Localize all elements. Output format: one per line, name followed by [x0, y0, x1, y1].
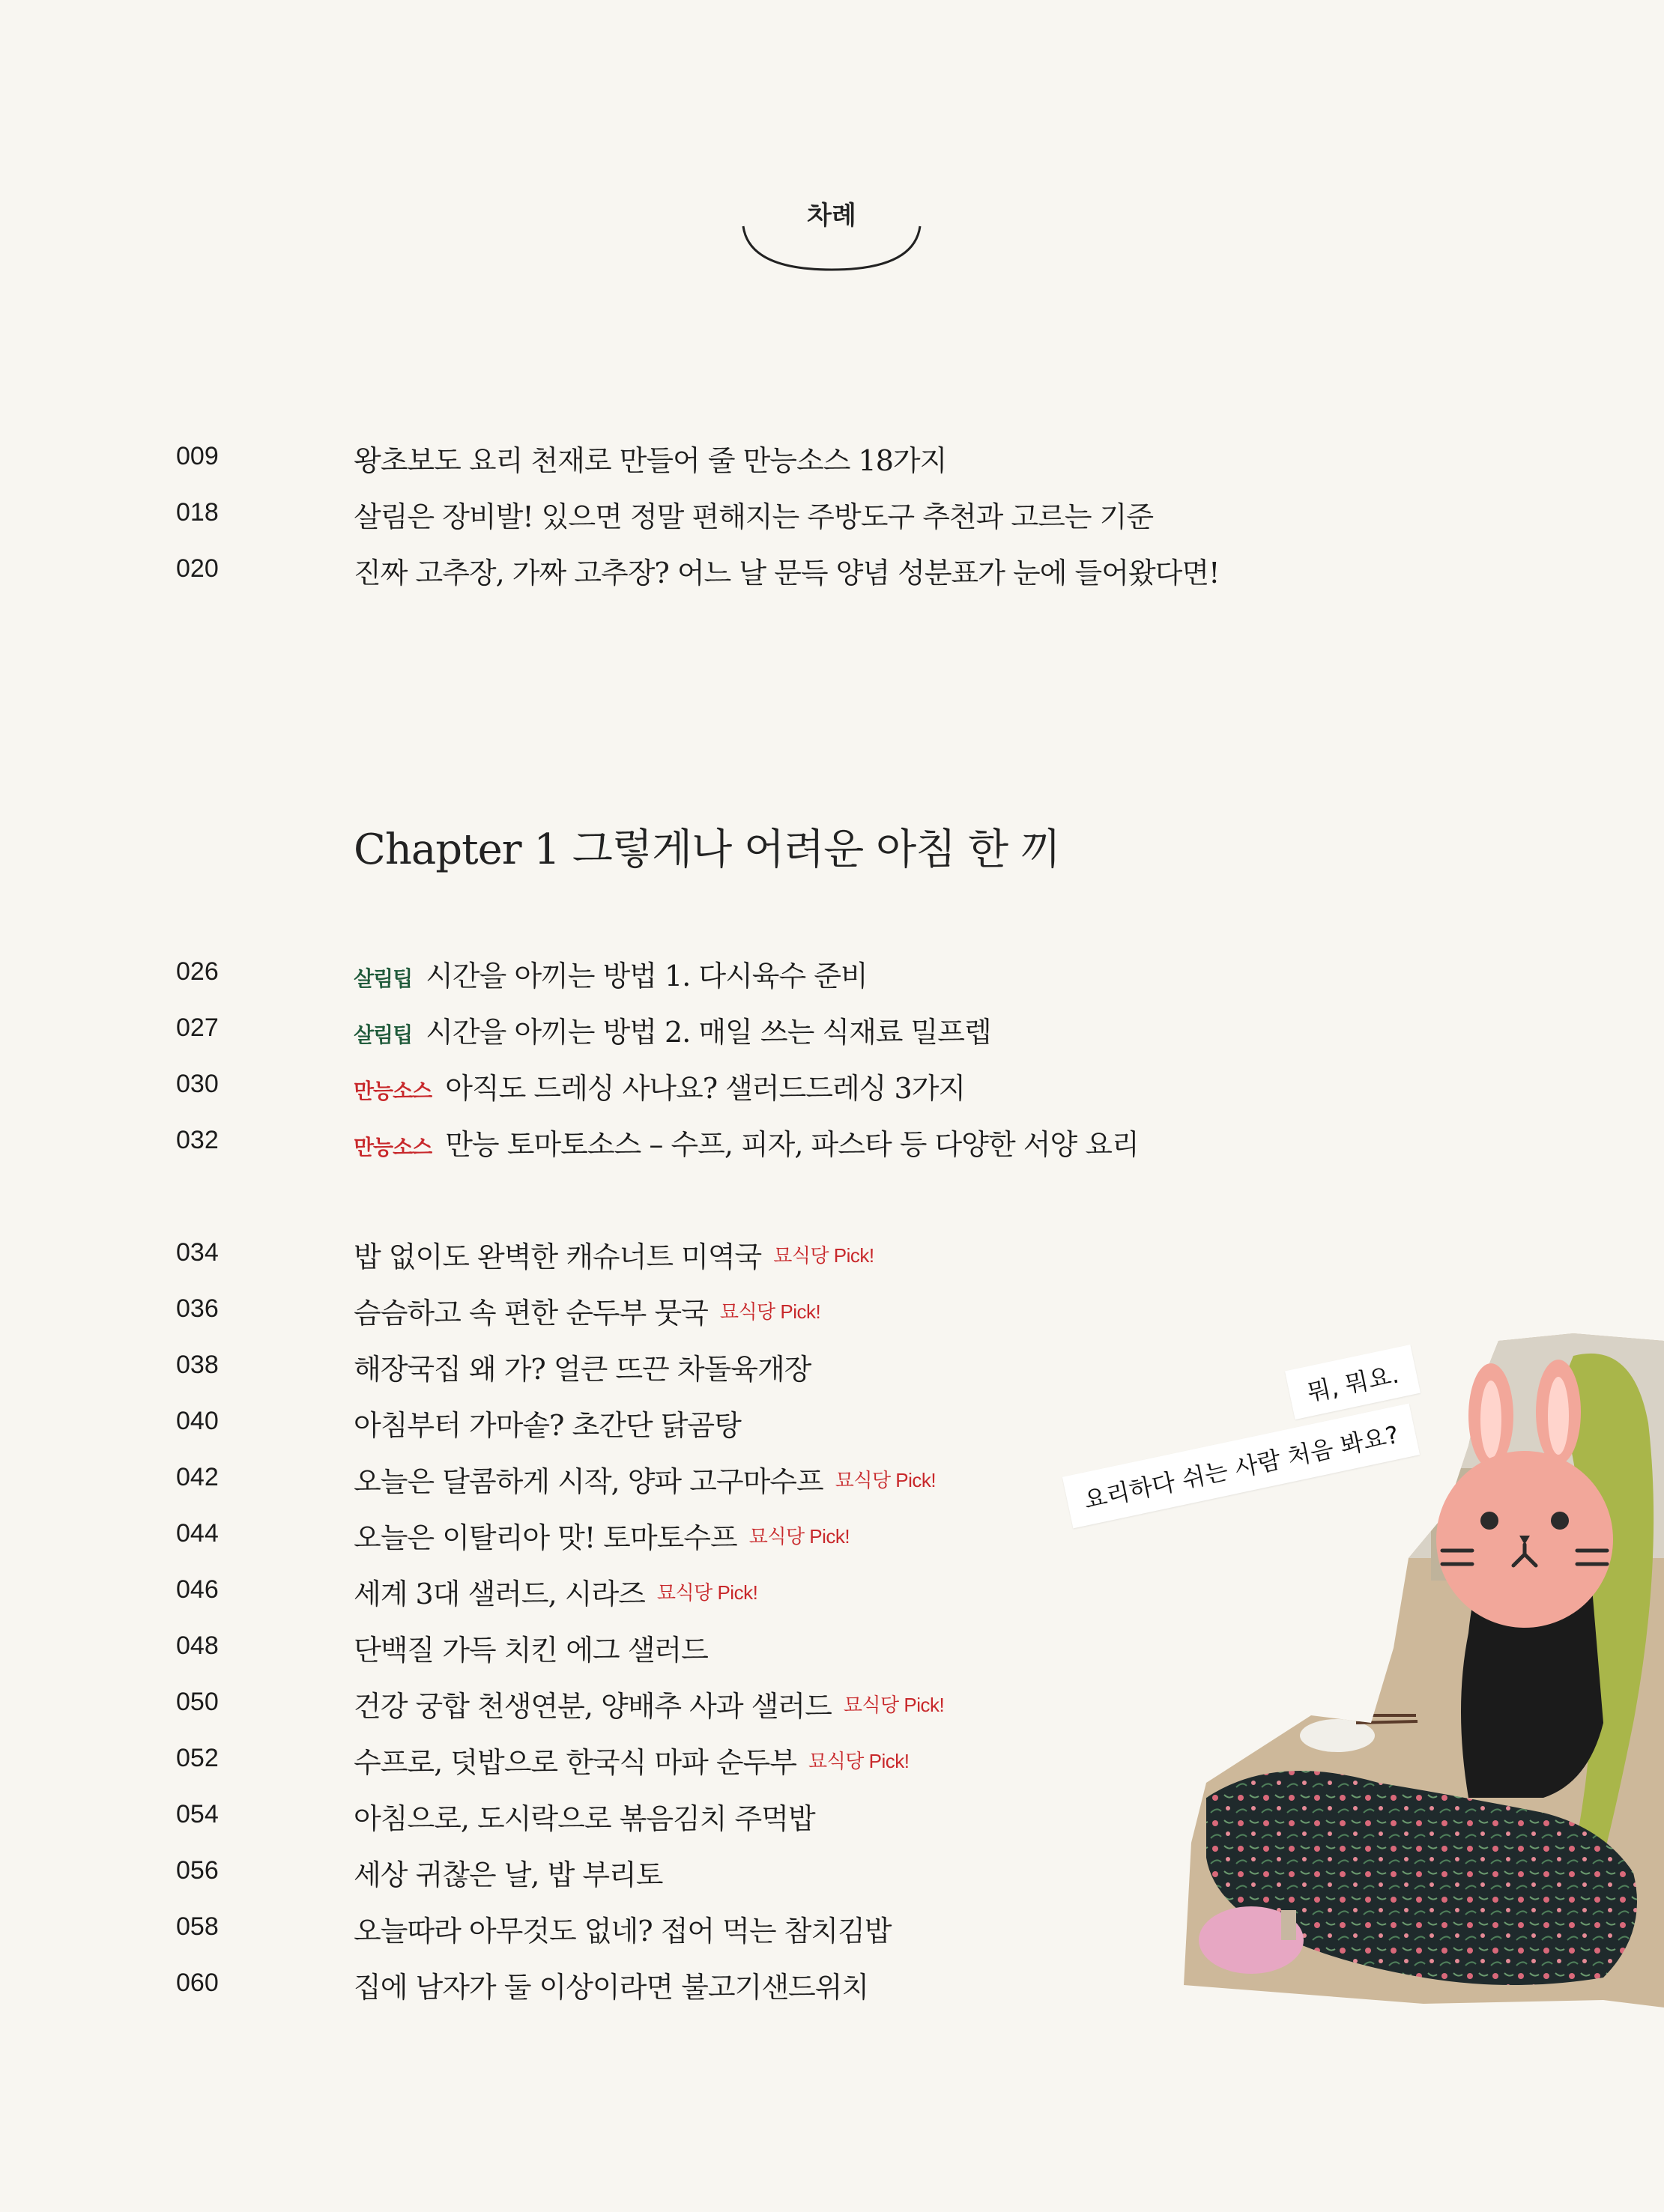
entry-title: [354, 1908, 892, 1949]
page-number: 040: [176, 1407, 219, 1435]
tag-sauce: 만능소스: [354, 1135, 432, 1160]
toc-row[interactable]: [0, 1455, 1124, 1500]
toc-row[interactable]: [0, 491, 1154, 536]
page-number: 052: [176, 1744, 219, 1772]
pick-badge: 묘식당 Pick!: [773, 1244, 874, 1267]
page-number: 058: [176, 1912, 219, 1941]
toc-row[interactable]: [0, 1512, 1124, 1557]
toc-row[interactable]: [0, 1399, 1124, 1444]
entry-title: [354, 1515, 850, 1556]
entry-title: [354, 1739, 909, 1781]
page-number: 048: [176, 1631, 219, 1660]
entry-title: [354, 1964, 868, 2005]
toc-row[interactable]: [0, 1624, 1124, 1669]
page-number: 054: [176, 1800, 219, 1828]
page-number: 020: [176, 554, 219, 583]
page-number: 036: [176, 1294, 219, 1323]
entry-title: [354, 1234, 874, 1275]
entry-title: [354, 1346, 811, 1387]
page-number: 038: [176, 1351, 219, 1379]
entry-text: 건강 궁합 천생연분, 양배추 사과 샐러드: [354, 1690, 832, 1723]
page-number: 056: [176, 1856, 219, 1885]
page-number: 027: [176, 1013, 219, 1042]
toc-row[interactable]: [0, 1287, 1124, 1332]
entry-title: 진짜 고추장, 가짜 고추장? 어느 날 문득 양념 성분표가 눈에 들어왔다면!: [354, 557, 1220, 590]
entry-title: [354, 1852, 662, 1893]
entry-text: 시간을 아끼는 방법 1. 다시육수 준비: [426, 960, 868, 993]
entry-text: 수프로, 덧밥으로 한국식 마파 순두부: [354, 1746, 797, 1779]
toc-header: [734, 187, 929, 277]
toc-row[interactable]: [0, 1118, 1139, 1163]
entry-text: 오늘은 이탈리아 맛! 토마토수프: [354, 1521, 737, 1554]
entry-title: [354, 1009, 991, 1050]
toc-row[interactable]: [0, 1905, 1124, 1950]
page-number: 042: [176, 1463, 219, 1491]
page-number: 060: [176, 1969, 219, 1997]
pick-badge: 묘식당 Pick!: [835, 1469, 937, 1491]
entry-title: [354, 1402, 741, 1443]
tag-sauce: 만능소스: [354, 1079, 432, 1103]
entry-text: 만능 토마토소스 – 수프, 피자, 파스타 등 다양한 서양 요리: [445, 1128, 1139, 1161]
page-number: 050: [176, 1688, 219, 1716]
entry-title: [354, 1796, 815, 1837]
page-number: 032: [176, 1126, 219, 1154]
header-arc-decoration: [734, 217, 929, 277]
entry-text: 아직도 드레싱 사나요? 샐러드드레싱 3가지: [445, 1072, 966, 1105]
entry-title: [354, 1065, 965, 1106]
entry-title: [354, 1290, 820, 1331]
entry-text: 단백질 가득 치킨 에그 샐러드: [354, 1634, 708, 1667]
page-number: 026: [176, 957, 219, 986]
entry-text: 세계 3대 샐러드, 시라즈: [354, 1578, 645, 1610]
toc-row[interactable]: [0, 1006, 1124, 1051]
toc-row[interactable]: [0, 1961, 1124, 2006]
page-number: 009: [176, 442, 219, 470]
entry-text: 해장국집 왜 가? 얼큰 뜨끈 차돌육개장: [354, 1353, 811, 1386]
entry-title: 살림은 장비발! 있으면 정말 편해지는 주방도구 추천과 고르는 기준: [354, 500, 1154, 533]
chapter-heading: Chapter 1 그렇게나 어려운 아침 한 끼: [354, 825, 1061, 874]
entry-title: 왕초보도 요리 천재로 만들어 줄 만능소스 18가지: [354, 444, 947, 477]
entry-text: 아침으로, 도시락으로 볶음김치 주먹밥: [354, 1802, 815, 1835]
entry-title: [354, 1571, 757, 1612]
toc-row[interactable]: [0, 1343, 1124, 1388]
entry-text: 오늘따라 아무것도 없네? 접어 먹는 참치김밥: [354, 1915, 892, 1948]
entry-title: [354, 1627, 708, 1668]
pick-badge: 묘식당 Pick!: [808, 1750, 910, 1772]
toc-title: 차례: [807, 201, 856, 231]
entry-text: 세상 귀찮은 날, 밥 부리토: [354, 1858, 663, 1891]
entry-text: 시간을 아끼는 방법 2. 매일 쓰는 식재료 밀프렙: [426, 1016, 991, 1049]
entry-text: 아침부터 가마솥? 초간단 닭곰탕: [354, 1409, 741, 1442]
toc-row[interactable]: [0, 1736, 1124, 1781]
photo-cutout: [1184, 1333, 1664, 2008]
page-number: 044: [176, 1519, 219, 1548]
page-number: 046: [176, 1575, 219, 1604]
pick-badge: 묘식당 Pick!: [656, 1581, 758, 1604]
toc-row[interactable]: [0, 547, 1220, 592]
entry-text: 오늘은 달콤하게 시작, 양파 고구마수프: [354, 1465, 823, 1498]
entry-text: 밥 없이도 완벽한 캐슈너트 미역국: [354, 1240, 762, 1273]
toc-row[interactable]: [0, 1062, 1124, 1107]
entry-title: [354, 1121, 1139, 1163]
tag-salimtip: 살림팁: [354, 1022, 413, 1047]
entry-title: [354, 1458, 936, 1500]
toc-row[interactable]: [0, 1793, 1124, 1837]
toc-row[interactable]: [0, 1680, 1124, 1725]
speech-bubble-1: 뭐, 뭐요.: [1285, 1345, 1421, 1419]
toc-row[interactable]: [0, 434, 1124, 479]
tag-salimtip: 살림팁: [354, 966, 413, 991]
page-number: 018: [176, 498, 219, 527]
toc-row[interactable]: [0, 1849, 1124, 1894]
page-number: 034: [176, 1238, 219, 1267]
toc-row[interactable]: [0, 1568, 1124, 1613]
entry-title: [354, 953, 868, 994]
page-number: 030: [176, 1070, 219, 1098]
pick-badge: 묘식당 Pick!: [843, 1694, 945, 1716]
entry-text: 집에 남자가 둘 이상이라면 불고기샌드위치: [354, 1971, 869, 2004]
pick-badge: 묘식당 Pick!: [748, 1525, 850, 1548]
pick-badge: 묘식당 Pick!: [719, 1300, 821, 1323]
entry-title: [354, 1683, 944, 1724]
speech-bubble-2: 요리하다 쉬는 사람 처음 봐요?: [1062, 1404, 1420, 1529]
toc-row[interactable]: [0, 1231, 1124, 1276]
toc-row[interactable]: [0, 950, 1124, 995]
entry-text: 슴슴하고 속 편한 순두부 뭇국: [354, 1297, 708, 1330]
